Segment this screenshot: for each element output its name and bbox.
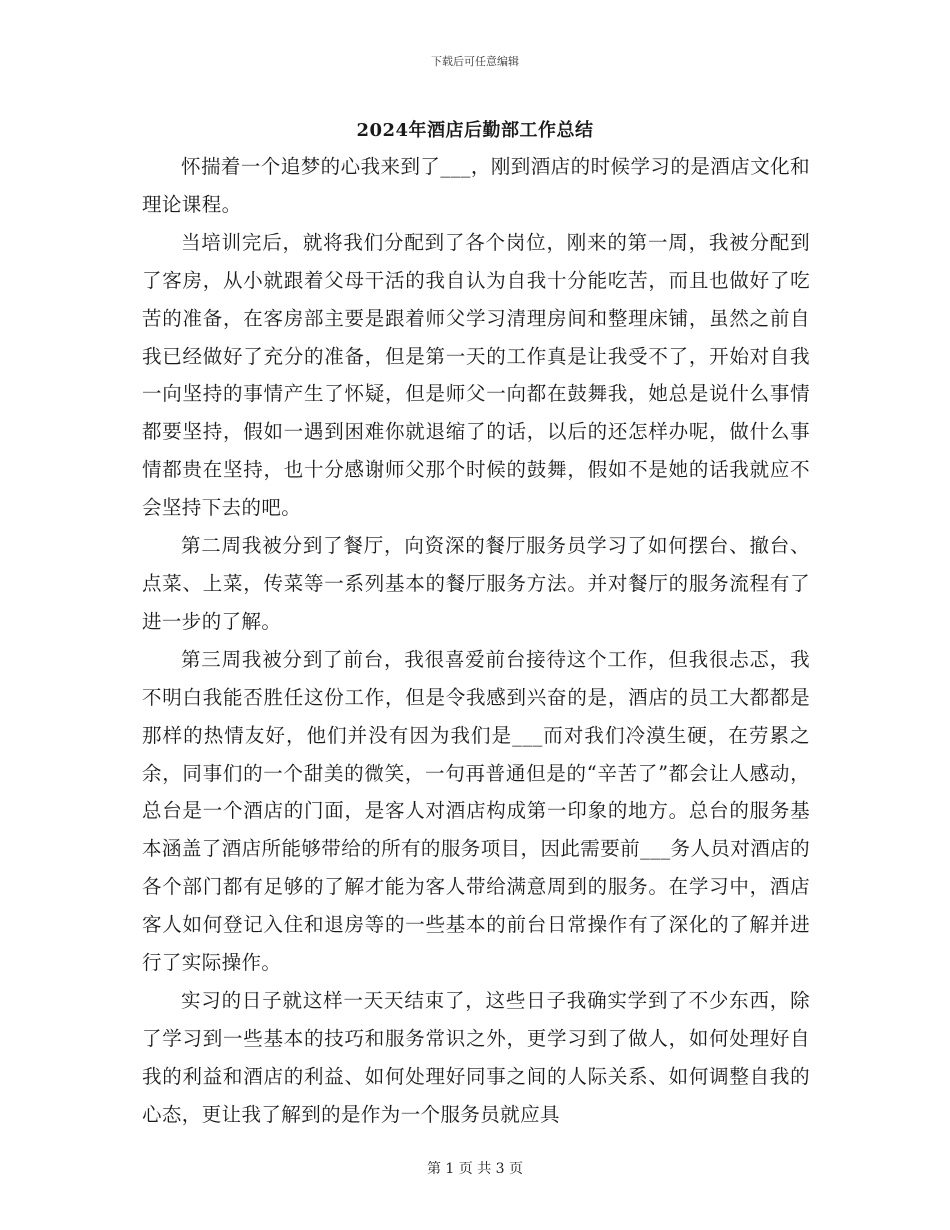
paragraph: 实习的日子就这样一天天结束了，这些日子我确实学到了不少东西，除了学习到一些基本的技巧和服务常识之外，更学习到了做人，如何处理好自我的利益和酒店的利益、如何处理好同事之间的人际关系、如何调整自我的心态，更让我了解到的是作为一个服务员就应具 — [142, 988, 810, 1126]
page-footer: 第 1 页 共 3 页 — [426, 1161, 524, 1177]
paragraph: 当培训完后，就将我们分配到了各个岗位，刚来的第一周，我被分配到了客房，从小就跟着父母干活的我自认为自我十分能吃苦，而且也做好了吃苦的准备，在客房部主要是跟着师父学习清理房间和整理床铺，虽然之前自我已经做好了充分的准备，但是第一天的工作真是让我受不了，开始对自我一向坚持的事情产生了怀疑，但是师父一向都在鼓舞我，她总是说什么事情都要坚持，假如一遇到困难你就退缩了的话，以后的还怎样办呢，做什么事情都贵在坚持，也十分感谢师父那个时候的鼓舞，假如不是她的话我就应不会坚持下去的吧。 — [142, 230, 810, 520]
document-body — [142, 148, 810, 1134]
header-note: 下载后可任意编辑 — [431, 55, 519, 68]
paragraph: 第三周我被分到了前台，我很喜爱前台接待这个工作，但我很忐忑，我不明白我能否胜任这份工作，但是令我感到兴奋的是，酒店的员工大都都是那样的热情友好，他们并没有因为我们是___而对我们冷漠生硬，在劳累之余，同事们的一个甜美的微笑，一句再普通但是的“辛苦了”都会让人感动，总台是一个酒店的门面，是客人对酒店构成第一印象的地方。总台的服务基本涵盖了酒店所能够带给的所有的服务项目，因此需要前___务人员对酒店的各个部门都有足够的了解才能为客人带给满意周到的服务。在学习中，酒店客人如何登记入住和退房等的一些基本的前台日常操作有了深化的了解并进行了实际操作。 — [142, 647, 810, 975]
paragraph: 第二周我被分到了餐厅，向资深的餐厅服务员学习了如何摆台、撤台、点菜、上菜，传菜等一系列基本的餐厅服务方法。并对餐厅的服务流程有了进一步的了解。 — [142, 534, 810, 633]
document-title: 2024年酒店后勤部工作总结 — [356, 120, 594, 141]
paragraph: 怀揣着一个追梦的心我来到了___，刚到酒店的时候学习的是酒店文化和理论课程。 — [142, 155, 810, 216]
